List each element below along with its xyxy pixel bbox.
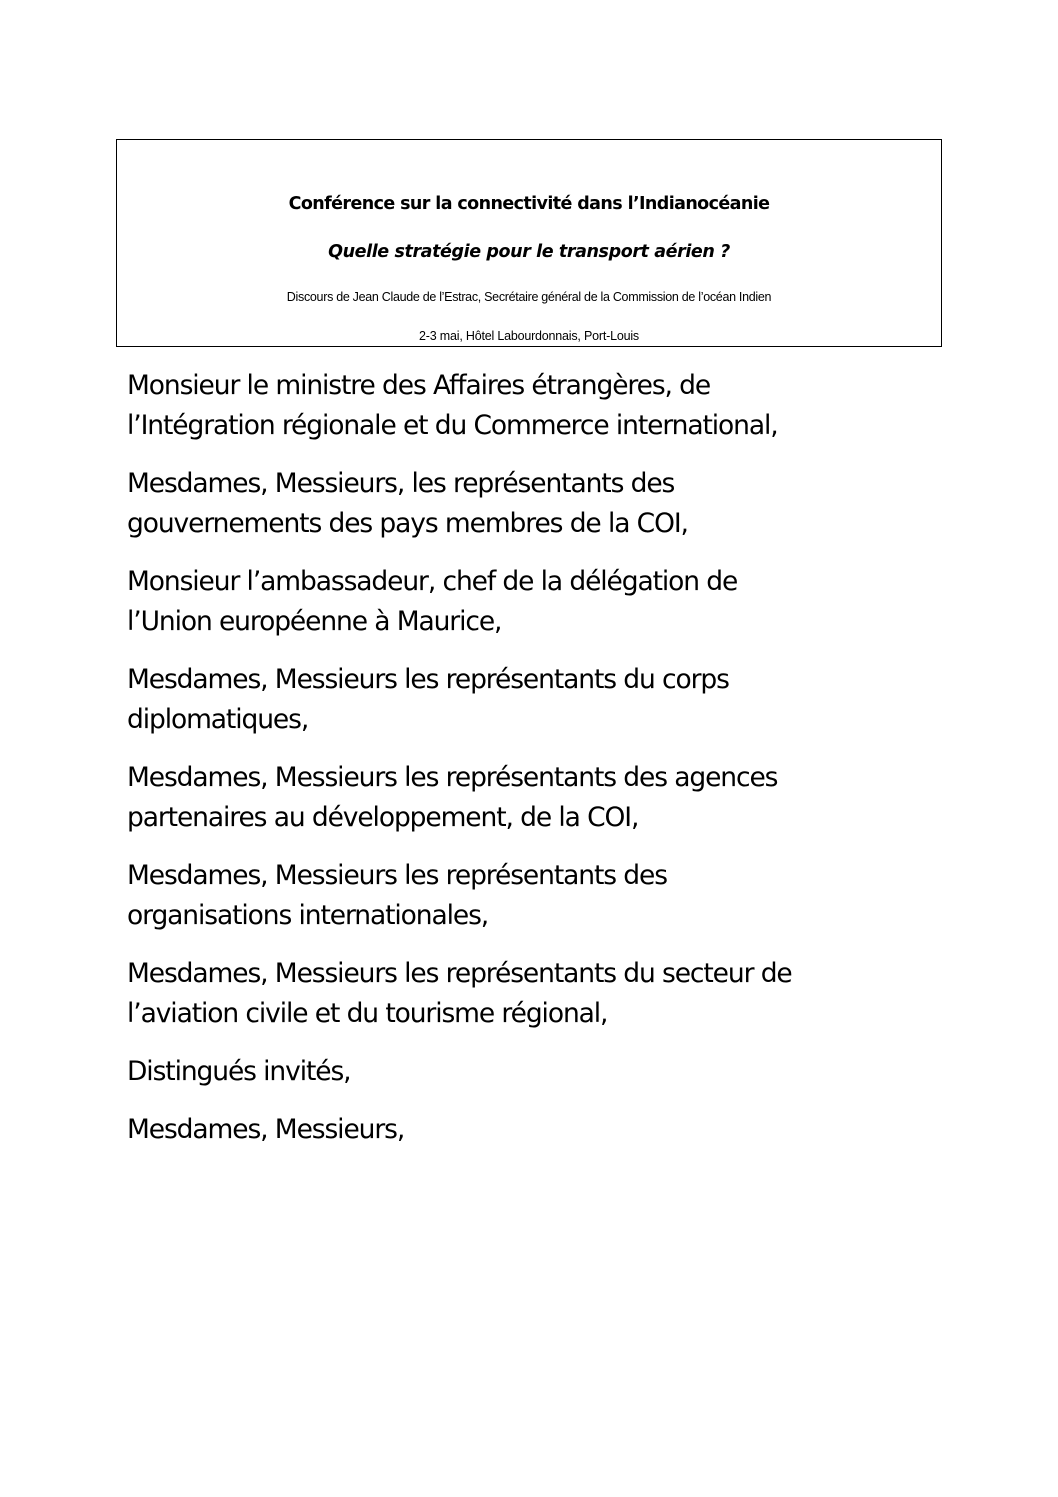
salutation-paragraph: Monsieur l’ambassadeur, chef de la délégation de l’Union européenne à Maurice, — [127, 566, 738, 637]
header-box — [116, 139, 942, 347]
conference-subtitle: Quelle stratégie pour le transport aérien ? — [328, 242, 730, 262]
salutation-paragraph: Monsieur le ministre des Affaires étrangères, de l’Intégration régionale et du Commerce international, — [127, 370, 778, 441]
conference-title: Conférence sur la connectivité dans l’Indianocéanie — [288, 194, 770, 214]
salutation-paragraph: Mesdames, Messieurs, les représentants des gouvernements des pays membres de la COI, — [127, 468, 688, 539]
salutation-paragraph: Mesdames, Messieurs les représentants du secteur de l’aviation civile et du tourisme régional, — [127, 958, 792, 1029]
salutation-paragraph: Mesdames, Messieurs les représentants des organisations internationales, — [127, 860, 667, 931]
salutation-paragraph: Mesdames, Messieurs les représentants du corps diplomatiques, — [127, 664, 729, 735]
salutation-paragraph: Mesdames, Messieurs les représentants des agences partenaires au développement, de la COI, — [127, 762, 778, 833]
salutation-paragraph: Mesdames, Messieurs, — [127, 1114, 405, 1145]
speaker-line: Discours de Jean Claude de l’Estrac, Secrétaire général de la Commission de l’océan Indien — [286, 290, 772, 304]
salutation-paragraph: Distingués invités, — [127, 1056, 351, 1087]
speech-body — [127, 366, 927, 1168]
date-location: 2-3 mai, Hôtel Labourdonnais, Port-Louis — [419, 329, 639, 343]
